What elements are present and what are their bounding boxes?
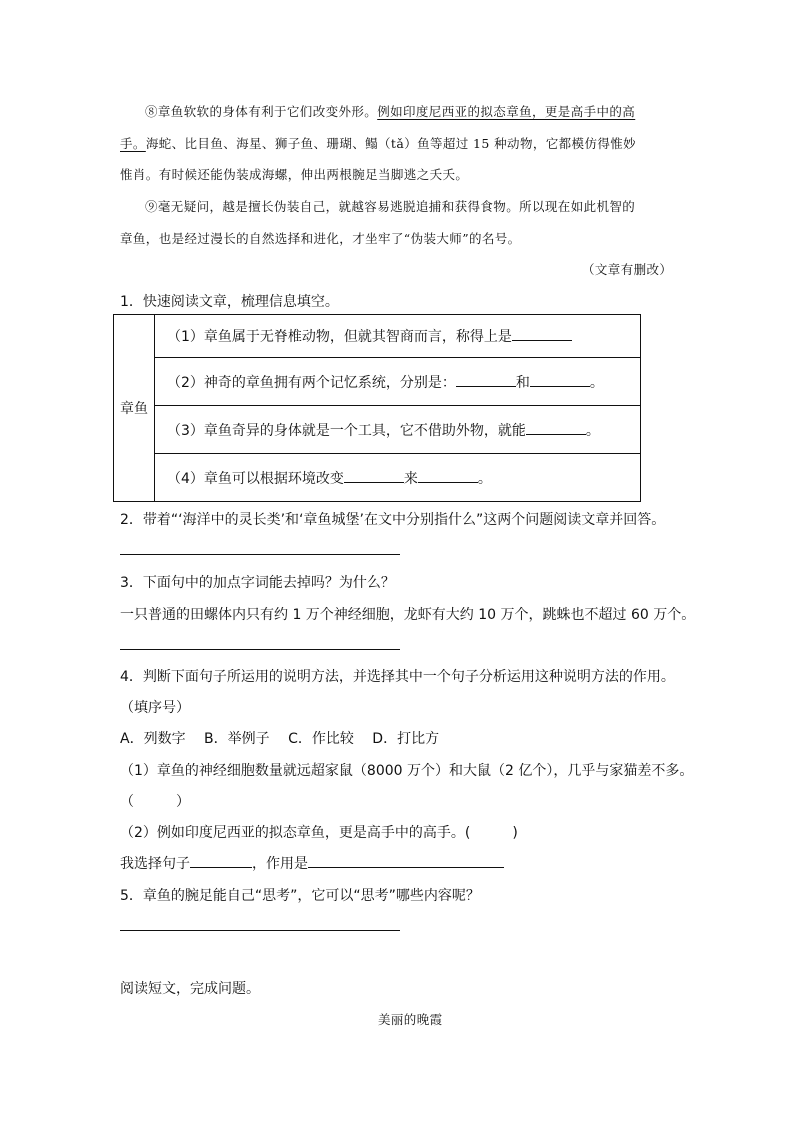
next-passage-title: 美丽的晚霞 — [378, 1012, 443, 1027]
q1-row-4: （4）章鱼可以根据环境改变 来 。 — [155, 454, 641, 502]
passage-p8-sentence-3: 海蛇、比目鱼、海星、狮子鱼、珊瑚、鳎（tǎ）鱼等超过 15 种动物，它都模仿得惟妙 — [145, 136, 637, 151]
q3-sentence: 一只普通的田螺体内只有约 1 万个神经细胞，龙虾有大约 10 万个，跳蛛也不超过 60 万个。 — [120, 607, 696, 623]
passage-p8-underlined-end: 手。 — [120, 136, 146, 151]
q4-options: A．列数字 B．举例子 C．作比较 D．打比方 — [120, 731, 440, 747]
q1-blank-4[interactable] — [526, 420, 586, 435]
q1-blank-5[interactable] — [344, 468, 404, 483]
passage-p9-line-2: 章鱼，也是经过漫长的自然选择和进化，才坐牢了“伪装大师”的名号。 — [120, 231, 521, 246]
q5-answer-line[interactable] — [120, 930, 400, 931]
passage-line-5 — [120, 229, 521, 247]
q2-answer-line[interactable] — [120, 554, 400, 555]
q1-blank-6[interactable] — [418, 468, 478, 483]
q1-row-3: （3）章鱼奇异的身体就是一个工具，它不借助外物，就能 。 — [155, 406, 641, 454]
passage-line-4 — [145, 197, 635, 215]
q4-sentence-1: （1）章鱼的神经细胞数量就远超家鼠（8000 万个）和大鼠（2 亿个），几乎与家猫差不多。 — [120, 763, 694, 779]
q2-title: 2．带着“‘海洋中的灵长类’和‘章鱼城堡’在文中分别指什么”这两个问题阅读文章并回答。 — [120, 512, 666, 528]
passage-line-2 — [120, 134, 636, 152]
q1-blank-1[interactable] — [512, 326, 572, 341]
q4-sentence-1-answer[interactable]: （ ） — [120, 794, 190, 810]
passage-p8-underlined-sentence: 例如印度尼西亚的拟态章鱼，更是高手中的高 — [377, 104, 636, 119]
passage-line-1 — [145, 102, 635, 120]
q1-row-2: （2）神奇的章鱼拥有两个记忆系统，分别是： 和 。 — [155, 358, 641, 406]
q5-title: 5．章鱼的腕足能自己“思考”，它可以“思考”哪些内容呢？ — [120, 888, 480, 904]
q4-sentence-2: （2）例如印度尼西亚的拟态章鱼，更是高手中的高手。( ) — [120, 825, 518, 841]
q1-blank-2[interactable] — [456, 372, 516, 387]
q1-table-label: 章鱼 — [114, 315, 155, 502]
q1-blank-3[interactable] — [530, 372, 590, 387]
q1-info-table — [113, 314, 641, 502]
passage-p9-line-1: ⑨毫无疑问，越是擅长伪装自己，就越容易逃脱追捕和获得食物。所以现在如此机智的 — [145, 199, 636, 214]
q3-answer-line[interactable] — [120, 649, 400, 650]
q4-effect-blank[interactable] — [308, 853, 504, 868]
q4-hint: （填序号） — [120, 700, 190, 716]
q1-title: 1．快速阅读文章，梳理信息填空。 — [120, 294, 339, 310]
next-passage-intro: 阅读短文，完成问题。 — [120, 981, 260, 997]
passage-line-3 — [120, 165, 468, 183]
passage-p8-sentence-1: ⑧章鱼软软的身体有利于它们改变外形。 — [145, 104, 378, 119]
q4-title: 4．判断下面句子所运用的说明方法，并选择其中一个句子分析运用这种说明方法的作用。 — [120, 669, 675, 685]
q4-choose-line: 我选择句子 ，作用是 — [120, 853, 504, 873]
q4-choose-blank[interactable] — [190, 853, 252, 868]
q1-row-1: （1）章鱼属于无脊椎动物，但就其智商而言，称得上是 — [155, 315, 641, 358]
passage-p8-sentence-4: 惟肖。有时候还能伪装成海螺，伸出两根腕足当脚逃之夭夭。 — [120, 167, 469, 182]
passage-note: （文章有删改） — [582, 262, 673, 277]
q3-title: 3．下面句中的加点字词能去掉吗？为什么？ — [120, 575, 395, 591]
